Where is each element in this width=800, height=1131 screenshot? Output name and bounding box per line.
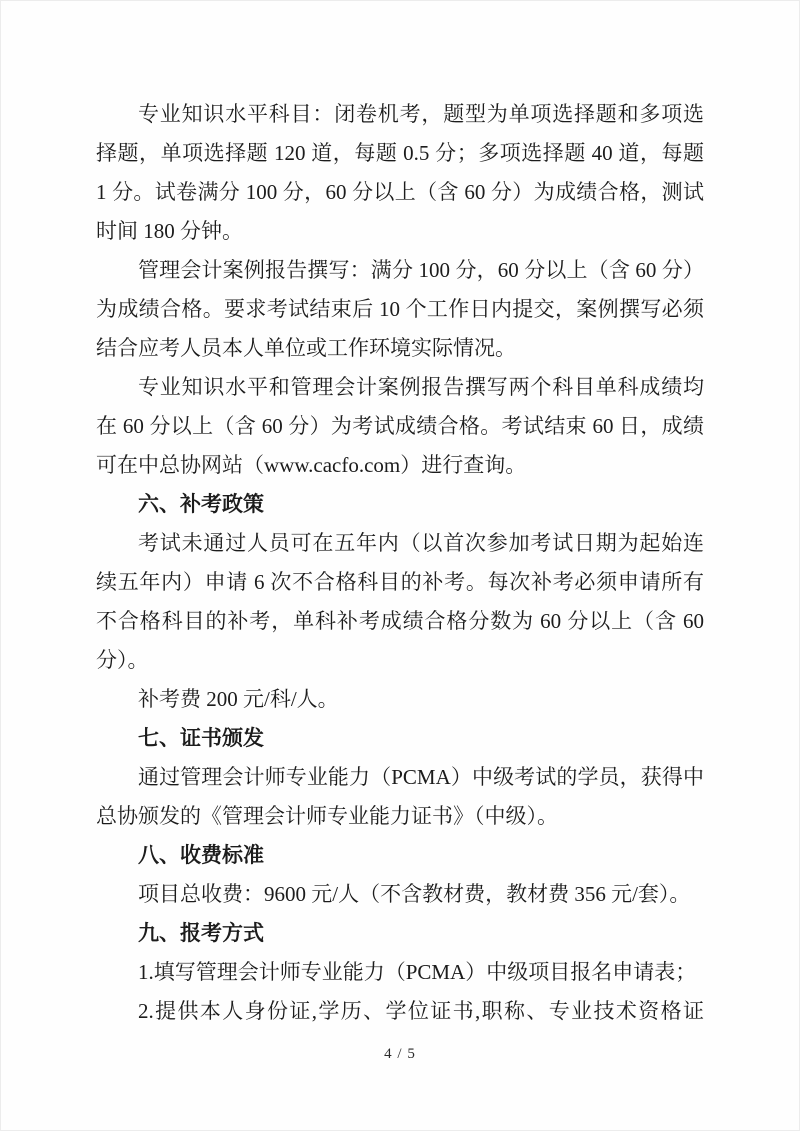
para-passing-criteria: 专业知识水平和管理会计案例报告撰写两个科目单科成绩均在 60 分以上（含 60 分）为考试成绩合格。考试结束 60 日，成绩可在中总协网站（www.cacfo.com）进行查询。 <box>96 375 704 477</box>
page-number: 4 / 5 <box>384 1046 416 1062</box>
heading-application-method: 九、报考方式 <box>138 921 264 945</box>
list-item-application-step-1: 1.填写管理会计师专业能力（PCMA）中级项目报名申请表； <box>138 960 697 984</box>
heading-certificate-issuance: 七、证书颁发 <box>138 726 264 750</box>
heading-fee-standard: 八、收费标准 <box>138 843 264 867</box>
para-fee-details: 项目总收费：9600 元/人（不含教材费，教材费 356 元/套）。 <box>138 882 691 906</box>
para-retake-fee: 补考费 200 元/科/人。 <box>138 687 339 711</box>
heading-retake-policy: 六、补考政策 <box>138 492 264 516</box>
list-item-application-step-2: 2.提供本人身份证,学历、学位证书,职称、专业技术资格证 <box>138 999 704 1023</box>
para-certificate-details: 通过管理会计师专业能力（PCMA）中级考试的学员，获得中总协颁发的《管理会计师专业能力证书》（中级）。 <box>96 765 704 828</box>
para-exam-subject-format: 专业知识水平科目：闭卷机考，题型为单项选择题和多项选择题，单项选择题 120 道，每题 0.5 分；多项选择题 40 道，每题 1 分。试卷满分 100 分，60 分以上（含 60 分）为成绩合格，测试时间 180 分钟。 <box>96 102 704 243</box>
document-body <box>96 95 704 1031</box>
para-case-report-scoring: 管理会计案例报告撰写：满分 100 分，60 分以上（含 60 分）为成绩合格。要求考试结束后 10 个工作日内提交，案例撰写必须结合应考人员本人单位或工作环境实际情况。 <box>96 258 704 360</box>
para-retake-rules: 考试未通过人员可在五年内（以首次参加考试日期为起始连续五年内）申请 6 次不合格科目的补考。每次补考必须申请所有不合格科目的补考，单科补考成绩合格分数为 60 分以上（含 60 分）。 <box>96 531 704 672</box>
